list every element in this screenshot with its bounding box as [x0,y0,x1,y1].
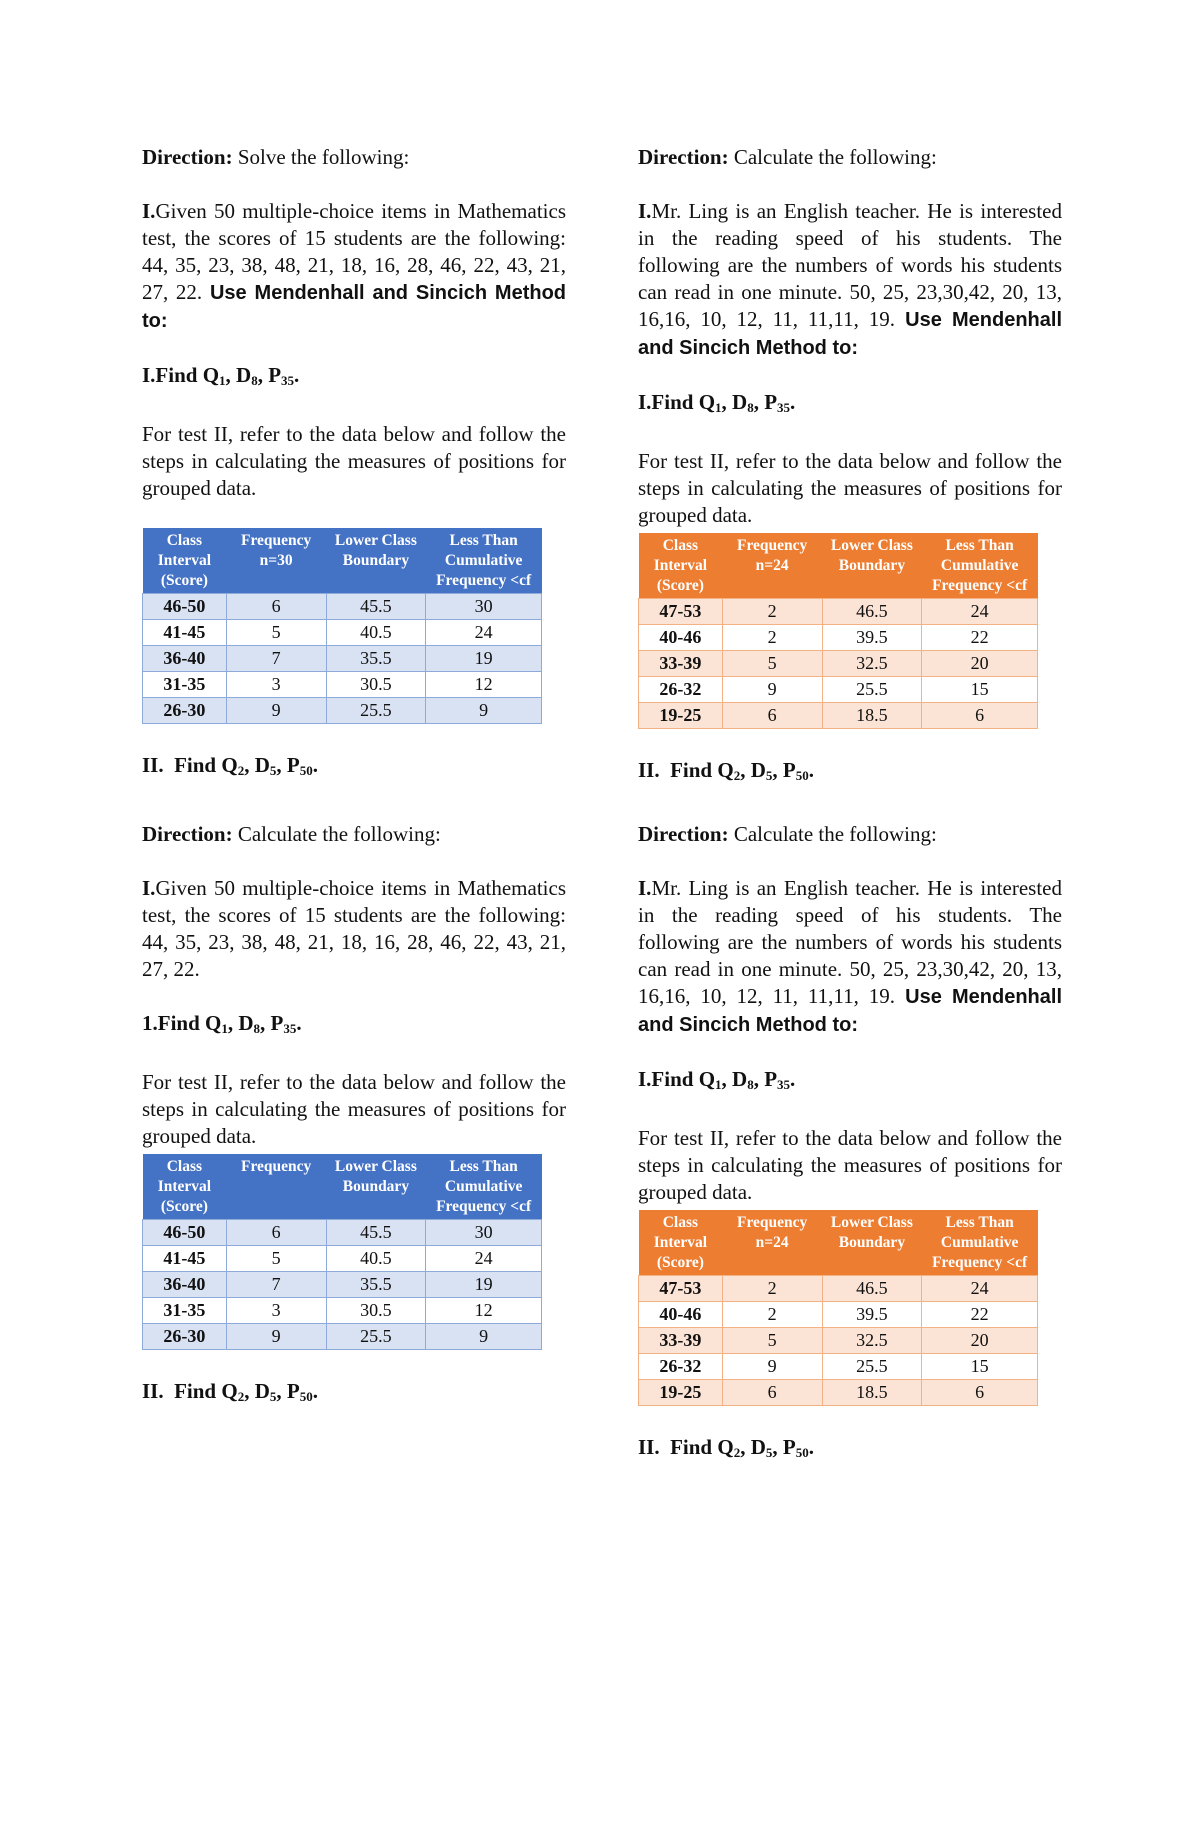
header-frequency: Frequency [226,1154,326,1220]
find-part-one: I.Find $Q_1$, $D_8$, $P_{35}$. [638,1067,796,1092]
test-two-instructions: For test II, refer to the data below and follow the steps in calculating the measures of positions for grouped data. [142,1070,566,1148]
header-class-interval: Class Interval (Score) [143,1154,227,1220]
block-bottom-left [142,821,566,1410]
find-part-two: II. Find $Q_2$, $D_5$, $P_{50}$. [142,753,318,778]
table-row: 19-25 6 18.5 6 [639,703,1038,729]
table-row: 31-35 3 30.5 12 [143,1298,542,1324]
frequency-table [142,1154,542,1350]
table-row: 36-40 7 35.5 19 [143,646,542,672]
header-class-interval: Class Interval (Score) [143,528,227,594]
direction-line: Direction: Calculate the following: [142,822,441,846]
table-row: 47-53 2 46.5 24 [639,599,1038,625]
method-text: Use Mendenhall and Sincich Method to: [638,986,1062,1036]
table-row: 33-39 5 32.5 20 [639,651,1038,677]
header-cumulative-frequency: Less Than Cumulative Frequency <cf [922,533,1038,599]
table-row: 47-53 2 46.5 24 [639,1276,1038,1302]
table-row: 36-40 7 35.5 19 [143,1272,542,1298]
header-lower-boundary: Lower Class Boundary [326,528,426,594]
method-text: Use Mendenhall and Sincich Method to: [142,282,567,332]
table-row: 40-46 2 39.5 22 [639,1302,1038,1328]
header-lower-boundary: Lower Class Boundary [822,1210,922,1276]
problem-intro: I.Mr. Ling is an English teacher. He is interested in the reading speed of his students. The following are the numbers of words his students can read in one minute. 50, 25, 23,30,42, 20, 13, 16,16, 10, 12, 11, 11,11, 19. Use Mendenhall and Sincich Method to: [638,876,1062,1036]
block-bottom-right [638,821,1062,1466]
find-part-two: II. Find $Q_2$, $D_5$, $P_{50}$. [638,758,814,783]
find-part-one: 1.Find $Q_1$, $D_8$, $P_{35}$. [142,1011,302,1036]
header-class-interval: Class Interval (Score) [639,1210,723,1276]
test-two-instructions: For test II, refer to the data below and follow the steps in calculating the measures of positions for grouped data. [638,449,1062,527]
frequency-table [638,533,1038,729]
problem-intro: I.Given 50 multiple-choice items in Mathematics test, the scores of 15 students are the following: 44, 35, 23, 38, 48, 21, 18, 16, 28, 46, 22, 43, 21, 27, 22. Use Mendenhall and Sincich Method to: [142,199,567,332]
problem-intro: I.Mr. Ling is an English teacher. He is interested in the reading speed of his students. The following are the numbers of words his students can read in one minute. 50, 25, 23,30,42, 20, 13, 16,16, 10, 12, 11, 11,11, 19. Use Mendenhall and Sincich Method to: [638,199,1062,359]
table-row: 26-32 9 25.5 15 [639,677,1038,703]
table-row: 31-35 3 30.5 12 [143,672,542,698]
block-top-left [142,144,566,784]
direction-line: Direction: Calculate the following: [638,822,937,846]
table-row: 40-46 2 39.5 22 [639,625,1038,651]
table-row: 41-45 5 40.5 24 [143,620,542,646]
problem-intro: I.Given 50 multiple-choice items in Mathematics test, the scores of 15 students are the following: 44, 35, 23, 38, 48, 21, 18, 16, 28, 46, 22, 43, 21, 27, 22. [142,876,566,981]
header-frequency: Frequency n=24 [722,533,822,599]
header-cumulative-frequency: Less Than Cumulative Frequency <cf [426,1154,542,1220]
header-lower-boundary: Lower Class Boundary [822,533,922,599]
direction-line: Direction: Calculate the following: [638,145,937,169]
table-row: 46-50 6 45.5 30 [143,1220,542,1246]
table-row: 26-30 9 25.5 9 [143,698,542,724]
method-text: Use Mendenhall and Sincich Method to: [638,309,1062,359]
table-row: 26-30 9 25.5 9 [143,1324,542,1350]
find-part-two: II. Find $Q_2$, $D_5$, $P_{50}$. [638,1435,814,1460]
header-cumulative-frequency: Less Than Cumulative Frequency <cf [922,1210,1038,1276]
test-two-instructions: For test II, refer to the data below and follow the steps in calculating the measures of positions for grouped data. [638,1126,1062,1204]
header-frequency: Frequency n=24 [722,1210,822,1276]
header-frequency: Frequency n=30 [226,528,326,594]
direction-label: Direction: [142,145,233,169]
header-class-interval: Class Interval (Score) [639,533,723,599]
table-row: 33-39 5 32.5 20 [639,1328,1038,1354]
block-top-right [638,144,1062,789]
frequency-table [142,528,542,724]
find-part-one: I.Find $Q_1$, $D_8$, $P_{35}$. [638,390,796,415]
header-lower-boundary: Lower Class Boundary [326,1154,426,1220]
table-row: 26-32 9 25.5 15 [639,1354,1038,1380]
direction-text: Solve the following: [232,145,410,169]
test-two-instructions: For test II, refer to the data below and follow the steps in calculating the measures of positions for grouped data. [142,422,566,500]
table-row: 19-25 6 18.5 6 [639,1380,1038,1406]
direction-line [142,144,566,171]
table-row: 41-45 5 40.5 24 [143,1246,542,1272]
header-cumulative-frequency: Less Than Cumulative Frequency <cf [426,528,542,594]
frequency-table [638,1210,1038,1406]
find-part-two: II. Find $Q_2$, $D_5$, $P_{50}$. [142,1379,318,1404]
find-part-one: I.Find $Q_1$, $D_8$, $P_{35}$. [142,363,300,388]
table-row: 46-50 6 45.5 30 [143,594,542,620]
